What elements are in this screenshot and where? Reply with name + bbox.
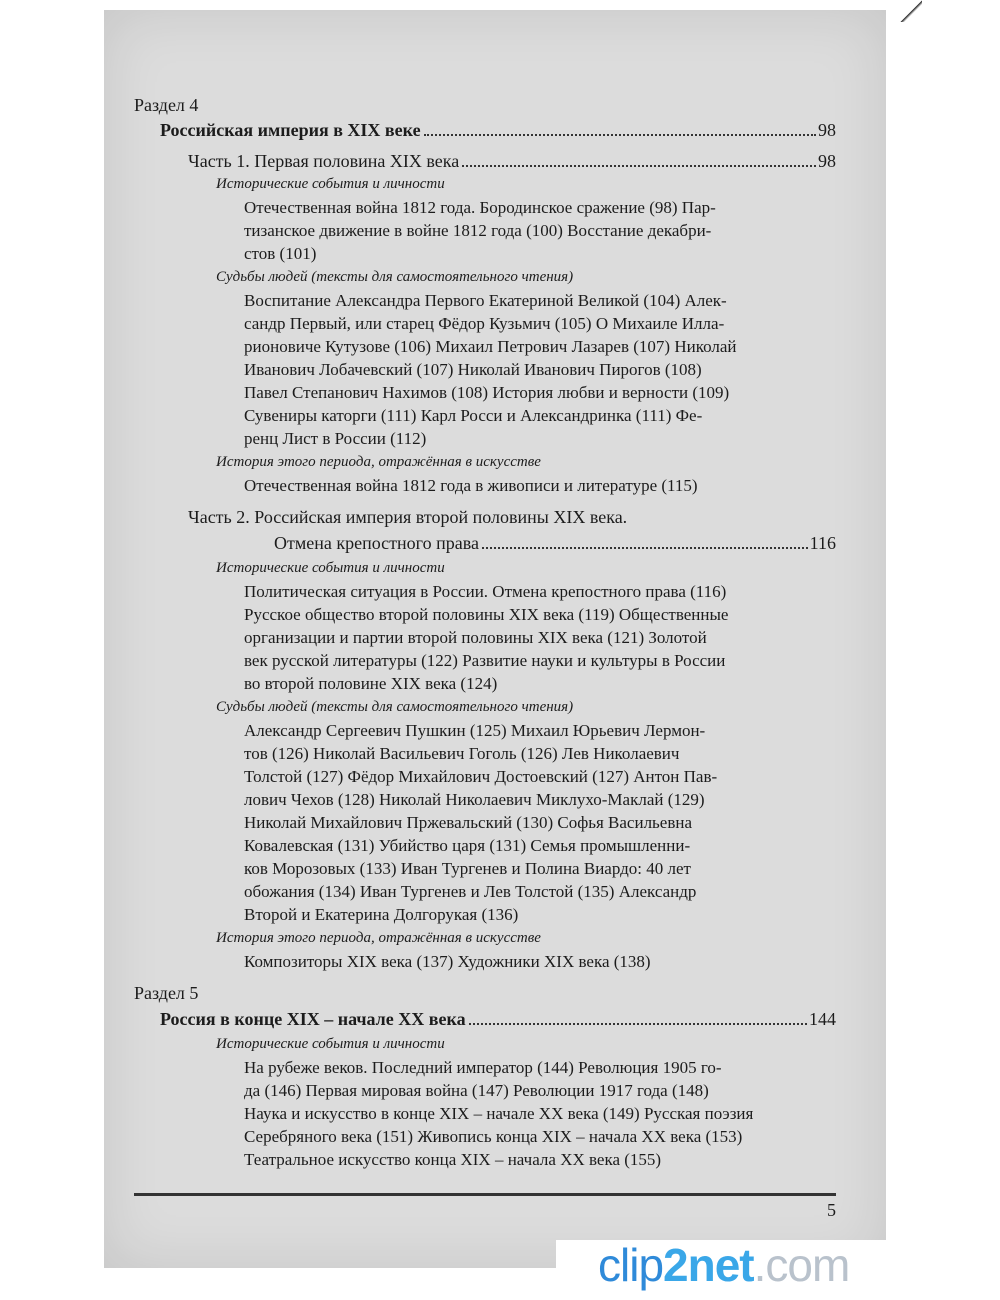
toc-entry-line: Политическая ситуация в России. Отмена крепостного права (116) — [244, 582, 727, 601]
toc-entry-line: сандр Первый, или старец Фёдор Кузьмич (105) О Михаиле Илла- — [244, 314, 725, 333]
toc-entry-line: ренц Лист в России (112) — [244, 429, 427, 448]
part-title: Часть 2. Российская империя второй половины XIX века. — [188, 507, 628, 527]
toc-entry-line: Отечественная война 1812 года. Бородинское сражение (98) Пар- — [244, 198, 716, 217]
part-title-row — [188, 150, 836, 173]
toc-entry-line: во второй половине XIX века (124) — [244, 674, 498, 693]
watermark-logo — [598, 1238, 849, 1292]
section-label: Раздел 5 — [134, 983, 199, 1003]
leader-dots — [482, 532, 808, 549]
section-title: Россия в конце XIX – начале XX века — [160, 1009, 466, 1029]
part-title-continued: Отмена крепостного права — [274, 533, 479, 553]
leader-dots — [462, 150, 816, 167]
toc-entry-line: да (146) Первая мировая война (147) Революции 1917 года (148) — [244, 1081, 709, 1100]
toc-entry-line: Театральное искусство конца XIX – начала XX века (155) — [244, 1150, 662, 1169]
part-title-row — [274, 532, 836, 555]
section-label: Раздел 4 — [134, 95, 199, 115]
section-title: Российская империя в XIX веке — [160, 120, 421, 140]
toc-entry-line: тизанское движение в войне 1812 года (100) Восстание декабри- — [244, 221, 712, 240]
footer-rule — [134, 1193, 836, 1196]
toc-entry-line: организации и партии второй половины XIX века (121) Золотой — [244, 628, 707, 647]
toc-entry-line: Композиторы XIX века (137) Художники XIX века (138) — [244, 952, 651, 971]
page-corner-mark — [900, 0, 922, 22]
page-ref: 98 — [818, 151, 836, 171]
subsection-heading: Судьбы людей (тексты для самостоятельного чтения) — [216, 269, 574, 285]
toc-entry-line: Серебряного века (151) Живопись конца XIX – начала XX века (153) — [244, 1127, 743, 1146]
section-title-row — [160, 119, 836, 142]
toc-entry-line: Иванович Лобачевский (107) Николай Иванович Пирогов (108) — [244, 360, 702, 379]
toc-entry-line: Ковалевская (131) Убийство царя (131) Семья промышленни- — [244, 836, 691, 855]
toc-entry-line: Отечественная война 1812 года в живописи и литературе (115) — [244, 476, 698, 495]
toc-entry-line: лович Чехов (128) Николай Николаевич Миклухо-Маклай (129) — [244, 790, 705, 809]
toc-entry-line: тов (126) Николай Васильевич Гоголь (126) Лев Николаевич — [244, 744, 680, 763]
subsection-heading: Исторические события и личности — [216, 560, 445, 576]
toc-entry-line: На рубеже веков. Последний император (144) Революция 1905 го- — [244, 1058, 722, 1077]
leader-dots — [469, 1008, 807, 1025]
watermark-part: 2net — [663, 1239, 754, 1291]
toc-entry-line: Воспитание Александра Первого Екатериной Великой (104) Алек- — [244, 291, 727, 310]
toc-entry-line: стов (101) — [244, 244, 317, 263]
toc-entry-line: обожания (134) Иван Тургенев и Лев Толстой (135) Александр — [244, 882, 697, 901]
toc-entry-line: Толстой (127) Фёдор Михайлович Достоевский (127) Антон Пав- — [244, 767, 718, 786]
subsection-heading: История этого периода, отражённая в искусстве — [216, 930, 541, 946]
toc-entry-line: ков Морозовых (133) Иван Тургенев и Полина Виардо: 40 лет — [244, 859, 691, 878]
toc-entry-line: век русской литературы (122) Развитие науки и культуры в России — [244, 651, 726, 670]
watermark-part: .com — [753, 1239, 850, 1291]
table-of-contents — [104, 10, 886, 1268]
toc-entry-line: Николай Михайлович Пржевальский (130) Софья Васильевна — [244, 813, 693, 832]
subsection-heading: История этого периода, отражённая в искусстве — [216, 454, 541, 470]
toc-entry-line: Второй и Екатерина Долгорукая (136) — [244, 905, 519, 924]
toc-entry-line: Александр Сергеевич Пушкин (125) Михаил Юрьевич Лермон- — [244, 721, 706, 740]
section-title-row — [160, 1008, 836, 1031]
toc-entry-line: Сувениры каторги (111) Карл Росси и Александринка (111) Фе- — [244, 406, 703, 425]
part-title: Часть 1. Первая половина XIX века — [188, 151, 460, 171]
page-ref: 116 — [809, 533, 836, 553]
toc-entry-line: Павел Степанович Нахимов (108) История любви и верности (109) — [244, 383, 730, 402]
toc-entry-line: Наука и искусство в конце XIX – начале XX века (149) Русская поэзия — [244, 1104, 754, 1123]
subsection-heading: Исторические события и личности — [216, 1036, 445, 1052]
page-ref: 144 — [809, 1009, 836, 1029]
part-title-row — [188, 506, 836, 529]
page-ref: 98 — [818, 120, 836, 140]
subsection-heading: Исторические события и личности — [216, 176, 445, 192]
toc-entry-line: Русское общество второй половины XIX века (119) Общественные — [244, 605, 729, 624]
subsection-heading: Судьбы людей (тексты для самостоятельного чтения) — [216, 699, 574, 715]
page-number: 5 — [827, 1200, 836, 1220]
watermark-part: clip — [598, 1239, 664, 1291]
toc-entry-line: рионовиче Кутузове (106) Михаил Петрович Лазарев (107) Николай — [244, 337, 737, 356]
book-page — [104, 10, 886, 1268]
leader-dots — [424, 119, 816, 136]
